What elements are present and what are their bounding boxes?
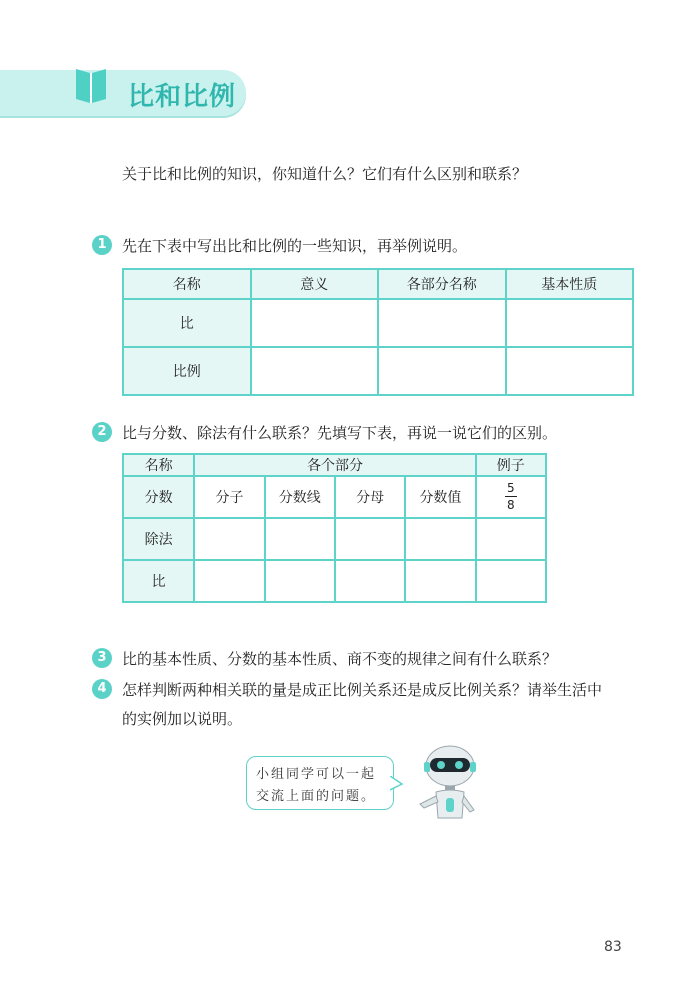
question-number-1: 1	[92, 235, 112, 255]
part-label: 分数线	[265, 476, 335, 518]
table-header: 各部分名称	[378, 269, 506, 299]
fraction-bar	[505, 496, 517, 497]
answer-cell[interactable]	[378, 299, 506, 347]
answer-cell[interactable]	[265, 518, 335, 560]
row-label: 除法	[123, 518, 194, 560]
page-title: 比和比例	[128, 82, 237, 112]
speech-text	[256, 764, 386, 808]
answer-cell[interactable]	[251, 299, 379, 347]
table-header: 各个部分	[194, 454, 475, 476]
example-fraction	[476, 476, 546, 518]
fraction-numerator: 5	[506, 480, 515, 495]
row-label: 比例	[123, 347, 251, 395]
answer-cell[interactable]	[251, 347, 379, 395]
answer-cell[interactable]	[405, 560, 475, 602]
table-header: 基本性质	[506, 269, 634, 299]
question-number-4: 4	[92, 679, 112, 699]
row-label: 比	[123, 299, 251, 347]
question-number-2: 2	[92, 422, 112, 442]
table-header: 名称	[123, 269, 251, 299]
answer-cell[interactable]	[335, 518, 405, 560]
part-label: 分数值	[405, 476, 475, 518]
speech-line-1: 小组同学可以一起	[256, 767, 377, 782]
answer-cell[interactable]	[378, 347, 506, 395]
answer-cell[interactable]	[476, 560, 546, 602]
fraction-denominator: 8	[506, 497, 515, 512]
robot-illustration	[414, 744, 486, 820]
part-label: 分母	[335, 476, 405, 518]
answer-cell[interactable]	[194, 518, 264, 560]
answer-cell[interactable]	[194, 560, 264, 602]
table-header: 意义	[251, 269, 379, 299]
speech-bubble-tail	[390, 776, 404, 792]
page-number: 83	[604, 939, 622, 955]
part-label: 分子	[194, 476, 264, 518]
question-1-text: 先在下表中写出比和比例的一些知识，再举例说明。	[122, 237, 468, 255]
question-2-text: 比与分数、除法有什么联系？先填写下表，再说一说它们的区别。	[122, 424, 558, 442]
row-label: 比	[123, 560, 194, 602]
ratio-proportion-table	[122, 268, 634, 396]
question-number-3: 3	[92, 648, 112, 668]
question-3-text: 比的基本性质、分数的基本性质、商不变的规律之间有什么联系？	[122, 650, 558, 668]
intro-text: 关于比和比例的知识，你知道什么？它们有什么区别和联系？	[122, 165, 528, 183]
question-4-text-line1: 怎样判断两种相关联的量是成正比例关系还是成反比例关系？请举生活中	[122, 681, 603, 699]
answer-cell[interactable]	[476, 518, 546, 560]
speech-line-2: 交流上面的问题。	[256, 789, 377, 804]
row-label: 分数	[123, 476, 194, 518]
table-header: 例子	[476, 454, 546, 476]
answer-cell[interactable]	[506, 299, 634, 347]
answer-cell[interactable]	[506, 347, 634, 395]
fraction-division-table	[122, 453, 547, 603]
table-header: 名称	[123, 454, 194, 476]
answer-cell[interactable]	[265, 560, 335, 602]
question-4-text-line2: 的实例加以说明。	[122, 710, 243, 728]
answer-cell[interactable]	[405, 518, 475, 560]
answer-cell[interactable]	[335, 560, 405, 602]
book-icon	[74, 65, 108, 105]
